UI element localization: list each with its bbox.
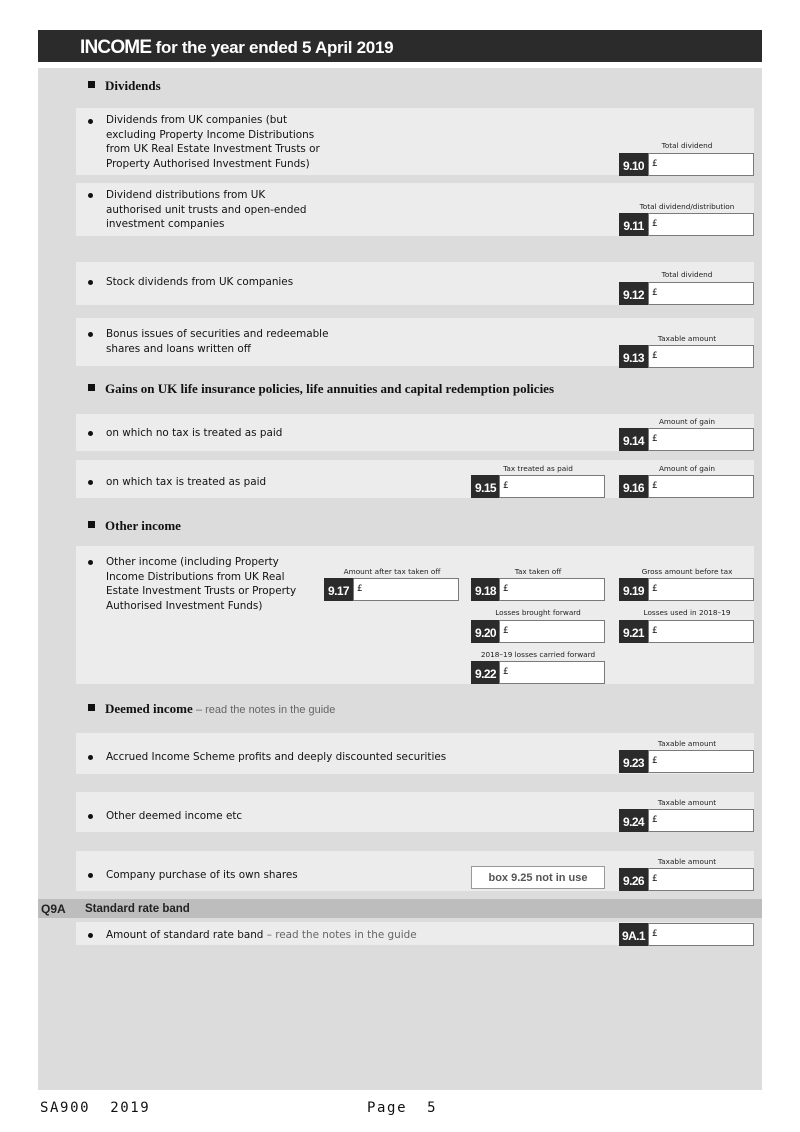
question-9-11-text: Dividend distributions from UK authorised unit trusts and open-ended investment companies bbox=[106, 189, 307, 230]
box-9-22-label: 2018–19 losses carried forward bbox=[480, 650, 596, 659]
bullet-icon bbox=[88, 873, 93, 878]
bullet-icon bbox=[88, 814, 93, 819]
box-9-16-label: Amount of gain bbox=[658, 464, 716, 473]
box-9-10-number: 9.10 bbox=[619, 153, 648, 176]
box-9-16-number: 9.16 bbox=[619, 475, 648, 498]
box-9a-1-field[interactable]: £ bbox=[648, 923, 754, 946]
box-9-22-field[interactable]: £ bbox=[499, 661, 605, 684]
bullet-icon bbox=[88, 431, 93, 436]
box-9-14-field[interactable]: £ bbox=[648, 428, 754, 451]
square-bullet-icon bbox=[88, 384, 95, 391]
box-9-13-field[interactable]: £ bbox=[648, 345, 754, 368]
box-9-12-number: 9.12 bbox=[619, 282, 648, 305]
box-9-21-number: 9.21 bbox=[619, 620, 648, 643]
question-9-23-text: Accrued Income Scheme profits and deeply discounted securities bbox=[106, 751, 447, 763]
box-9-18-field[interactable]: £ bbox=[499, 578, 605, 601]
bullet-icon bbox=[88, 280, 93, 285]
box-9-17-number: 9.17 bbox=[324, 578, 353, 601]
square-bullet-icon bbox=[88, 704, 95, 711]
box-9-19-field[interactable]: £ bbox=[648, 578, 754, 601]
box-9-26-number: 9.26 bbox=[619, 868, 648, 891]
box-9-12-label: Total dividend bbox=[661, 270, 713, 279]
box-9-23-label: Taxable amount bbox=[657, 739, 717, 748]
box-9-15-field[interactable]: £ bbox=[499, 475, 605, 498]
box-9-24-label: Taxable amount bbox=[657, 798, 717, 807]
box-9-20-field[interactable]: £ bbox=[499, 620, 605, 643]
box-9a-1-number: 9A.1 bbox=[619, 923, 648, 946]
bullet-icon bbox=[88, 755, 93, 760]
box-9-18-number: 9.18 bbox=[471, 578, 500, 601]
box-9-11-label: Total dividend/distribution bbox=[639, 202, 735, 211]
box-9-11-number: 9.11 bbox=[619, 213, 648, 236]
page-title-rest: for the year ended 5 April 2019 bbox=[155, 38, 394, 57]
box-9-26-label: Taxable amount bbox=[657, 857, 717, 866]
question-9a-1-text: Amount of standard rate band – read the notes in the guide bbox=[106, 929, 417, 941]
question-9a-1-note: – read the notes in the guide bbox=[266, 929, 417, 941]
box-9-22-number: 9.22 bbox=[471, 661, 500, 684]
box-9-23-field[interactable]: £ bbox=[648, 750, 754, 773]
question-9-15-text: on which tax is treated as paid bbox=[106, 476, 267, 488]
box-9-15-number: 9.15 bbox=[471, 475, 500, 498]
box-9-19-number: 9.19 bbox=[619, 578, 648, 601]
section-heading-dividends: Dividends bbox=[88, 78, 161, 94]
question-9-10-text: Dividends from UK companies (but excluding Property Income Distributions from UK Real Estate Investment Trusts or Property Authorised Investment Funds) bbox=[106, 114, 320, 170]
page-title-main: INCOME bbox=[80, 37, 152, 58]
box-9-21-field[interactable]: £ bbox=[648, 620, 754, 643]
deemed-income-note: – read the notes in the guide bbox=[195, 704, 336, 716]
section-heading-deemed-income: Deemed income – read the notes in the guide bbox=[88, 701, 335, 717]
bullet-icon bbox=[88, 933, 93, 938]
page-number: Page 5 bbox=[367, 1100, 438, 1116]
question-9-13-text: Bonus issues of securities and redeemable shares and loans written off bbox=[106, 328, 329, 355]
box-9-18-label: Tax taken off bbox=[514, 567, 562, 576]
bullet-icon bbox=[88, 193, 93, 198]
box-9-19-label: Gross amount before tax bbox=[641, 567, 733, 576]
box-9-24-number: 9.24 bbox=[619, 809, 648, 832]
box-9-23-number: 9.23 bbox=[619, 750, 648, 773]
square-bullet-icon bbox=[88, 81, 95, 88]
box-9-20-number: 9.20 bbox=[471, 620, 500, 643]
box-9-14-label: Amount of gain bbox=[658, 417, 716, 426]
box-9-10-label: Total dividend bbox=[661, 141, 713, 150]
question-9-26-text: Company purchase of its own shares bbox=[106, 869, 298, 881]
question-9-12-text: Stock dividends from UK companies bbox=[106, 276, 294, 288]
box-9-11-field[interactable]: £ bbox=[648, 213, 754, 236]
box-9-20-label: Losses brought forward bbox=[495, 608, 581, 617]
question-9-17-text: Other income (including Property Income Distributions from UK Real Estate Investment Trusts or Property Authorised Investment Funds) bbox=[106, 556, 297, 612]
box-9-25-not-in-use: box 9.25 not in use bbox=[471, 866, 605, 889]
q9a-title: Standard rate band bbox=[85, 903, 190, 915]
question-9-14-text: on which no tax is treated as paid bbox=[106, 427, 283, 439]
box-9-12-field[interactable]: £ bbox=[648, 282, 754, 305]
box-9-16-field[interactable]: £ bbox=[648, 475, 754, 498]
box-9-21-label: Losses used in 2018–19 bbox=[643, 608, 731, 617]
box-9-17-label: Amount after tax taken off bbox=[343, 567, 441, 576]
box-9-17-field[interactable]: £ bbox=[353, 578, 459, 601]
form-id-footer: SA900 2019 bbox=[40, 1100, 151, 1116]
box-9-13-number: 9.13 bbox=[619, 345, 648, 368]
section-heading-gains: Gains on UK life insurance policies, life annuities and capital redemption policies bbox=[88, 381, 554, 397]
box-9-15-label: Tax treated as paid bbox=[503, 464, 573, 473]
bullet-icon bbox=[88, 332, 93, 337]
page-title bbox=[80, 37, 393, 59]
bullet-icon bbox=[88, 560, 93, 565]
section-heading-other-income: Other income bbox=[88, 518, 181, 534]
box-9-24-field[interactable]: £ bbox=[648, 809, 754, 832]
box-9-13-label: Taxable amount bbox=[657, 334, 717, 343]
bullet-icon bbox=[88, 480, 93, 485]
square-bullet-icon bbox=[88, 521, 95, 528]
box-9-26-field[interactable]: £ bbox=[648, 868, 754, 891]
box-9-14-number: 9.14 bbox=[619, 428, 648, 451]
q9a-code: Q9A bbox=[41, 902, 66, 916]
box-9-10-field[interactable]: £ bbox=[648, 153, 754, 176]
bullet-icon bbox=[88, 119, 93, 124]
question-9-24-text: Other deemed income etc bbox=[106, 810, 243, 822]
